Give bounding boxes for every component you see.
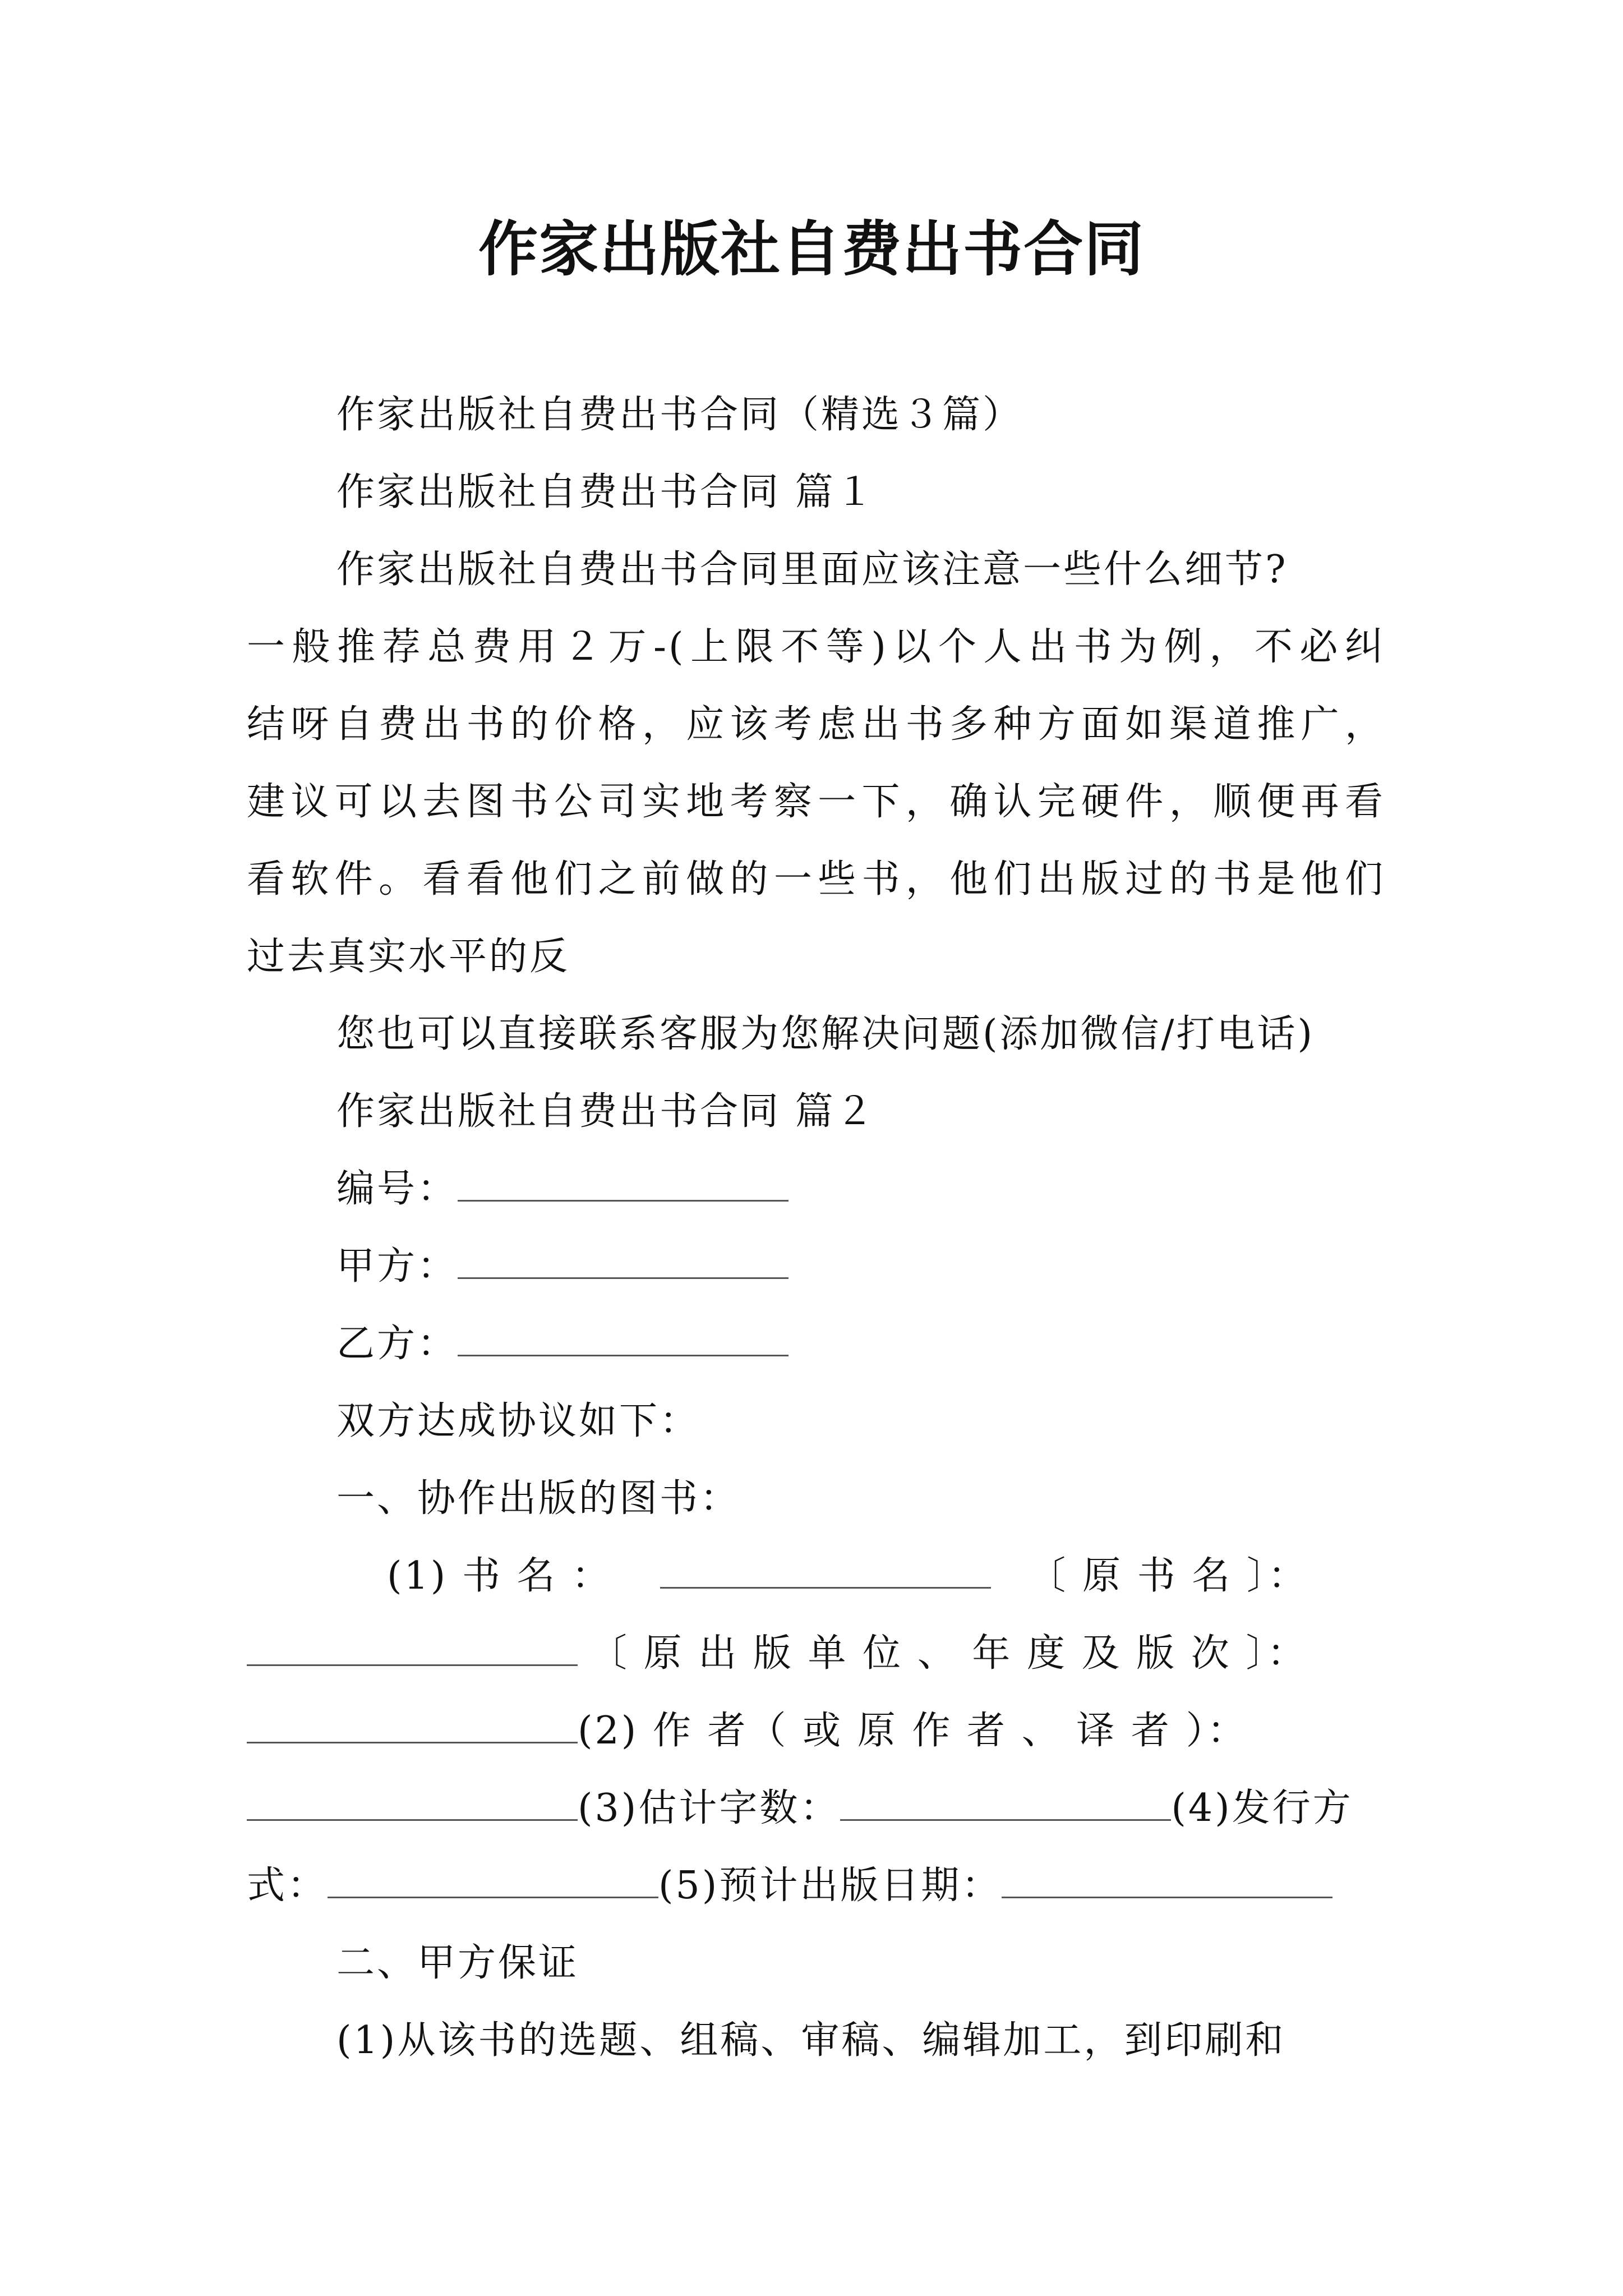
subtitle: 作家出版社自费出书合同（精选３篇） — [336, 393, 1023, 437]
field-party-b-label: 乙方： — [336, 1322, 458, 1366]
field-party-a-blank[interactable] — [458, 1244, 789, 1279]
item5-blank[interactable] — [1002, 1863, 1332, 1898]
section2-item1: (1)从该书的选题、组稿、审稿、编辑加工，到印刷和 — [336, 2018, 1286, 2063]
item2-label: (2) 作 者（ 或 原 作 者 、 译 者 ）： — [578, 1709, 1248, 1753]
document-title: 作家出版社自费出书合同 — [478, 214, 1145, 284]
item4-cont: 式： — [247, 1864, 328, 1908]
item2-line — [247, 1703, 1385, 1759]
item1-label: (1) 书 名 ： — [387, 1554, 612, 1598]
item3-blank[interactable] — [840, 1786, 1171, 1821]
item1b-blank[interactable] — [247, 1631, 578, 1666]
item3-label: (3)估计字数： — [578, 1786, 841, 1830]
section1-heading: 一、协作出版的图书： — [336, 1476, 741, 1521]
item5-label: (5)预计出版日期： — [658, 1864, 1002, 1908]
agreement-line: 双方达成协议如下： — [336, 1399, 700, 1443]
field-party-a — [247, 1239, 1385, 1295]
field-party-a-label: 甲方： — [336, 1244, 458, 1289]
item5-line — [247, 1858, 1385, 1914]
part1-paragraph-line: 看软件。看看他们之前做的一些书，他们出版过的书是他们 — [247, 857, 1385, 901]
part1-paragraph-line: 作家出版社自费出书合同里面应该注意一些什么细节? — [336, 547, 1288, 592]
item3-line — [247, 1780, 1385, 1837]
field-number — [247, 1161, 1385, 1217]
field-party-b — [247, 1316, 1385, 1372]
part1-paragraph-line: 建议可以去图书公司实地考察一下，确认完硬件，顺便再看 — [247, 780, 1385, 824]
item1b-tail: 〔 原 出 版 单 位 、 年 度 及 版 次 〕： — [589, 1631, 1308, 1676]
item2-blank-prefix[interactable] — [247, 1708, 578, 1743]
field-party-b-blank[interactable] — [458, 1321, 789, 1356]
part1-heading: 作家出版社自费出书合同 篇１ — [336, 470, 876, 514]
item1-blank[interactable] — [660, 1553, 991, 1589]
field-number-label: 编号： — [336, 1167, 458, 1211]
item3-blank-prefix[interactable] — [247, 1786, 578, 1821]
part1-paragraph-line: 一般推荐总费用２万-(上限不等)以个人出书为例，不必纠 — [247, 625, 1385, 669]
part2-heading: 作家出版社自费出书合同 篇２ — [336, 1089, 876, 1134]
section2-heading: 二、甲方保证 — [336, 1941, 579, 1985]
item4-label: (4)发行方 — [1171, 1786, 1353, 1830]
field-number-blank[interactable] — [458, 1166, 789, 1202]
contact-line: 您也可以直接联系客服为您解决问题(添加微信/打电话) — [336, 1012, 1315, 1056]
item1b-line — [247, 1626, 1385, 1682]
part1-paragraph-line: 过去真实水平的反 — [247, 935, 570, 979]
part1-paragraph-line: 结呀自费出书的价格，应该考虑出书多种方面如渠道推广， — [247, 702, 1385, 747]
item1-line — [247, 1548, 1385, 1604]
item1-tail: 〔 原 书 名 〕： — [1027, 1554, 1308, 1598]
item4-blank[interactable] — [328, 1863, 658, 1898]
